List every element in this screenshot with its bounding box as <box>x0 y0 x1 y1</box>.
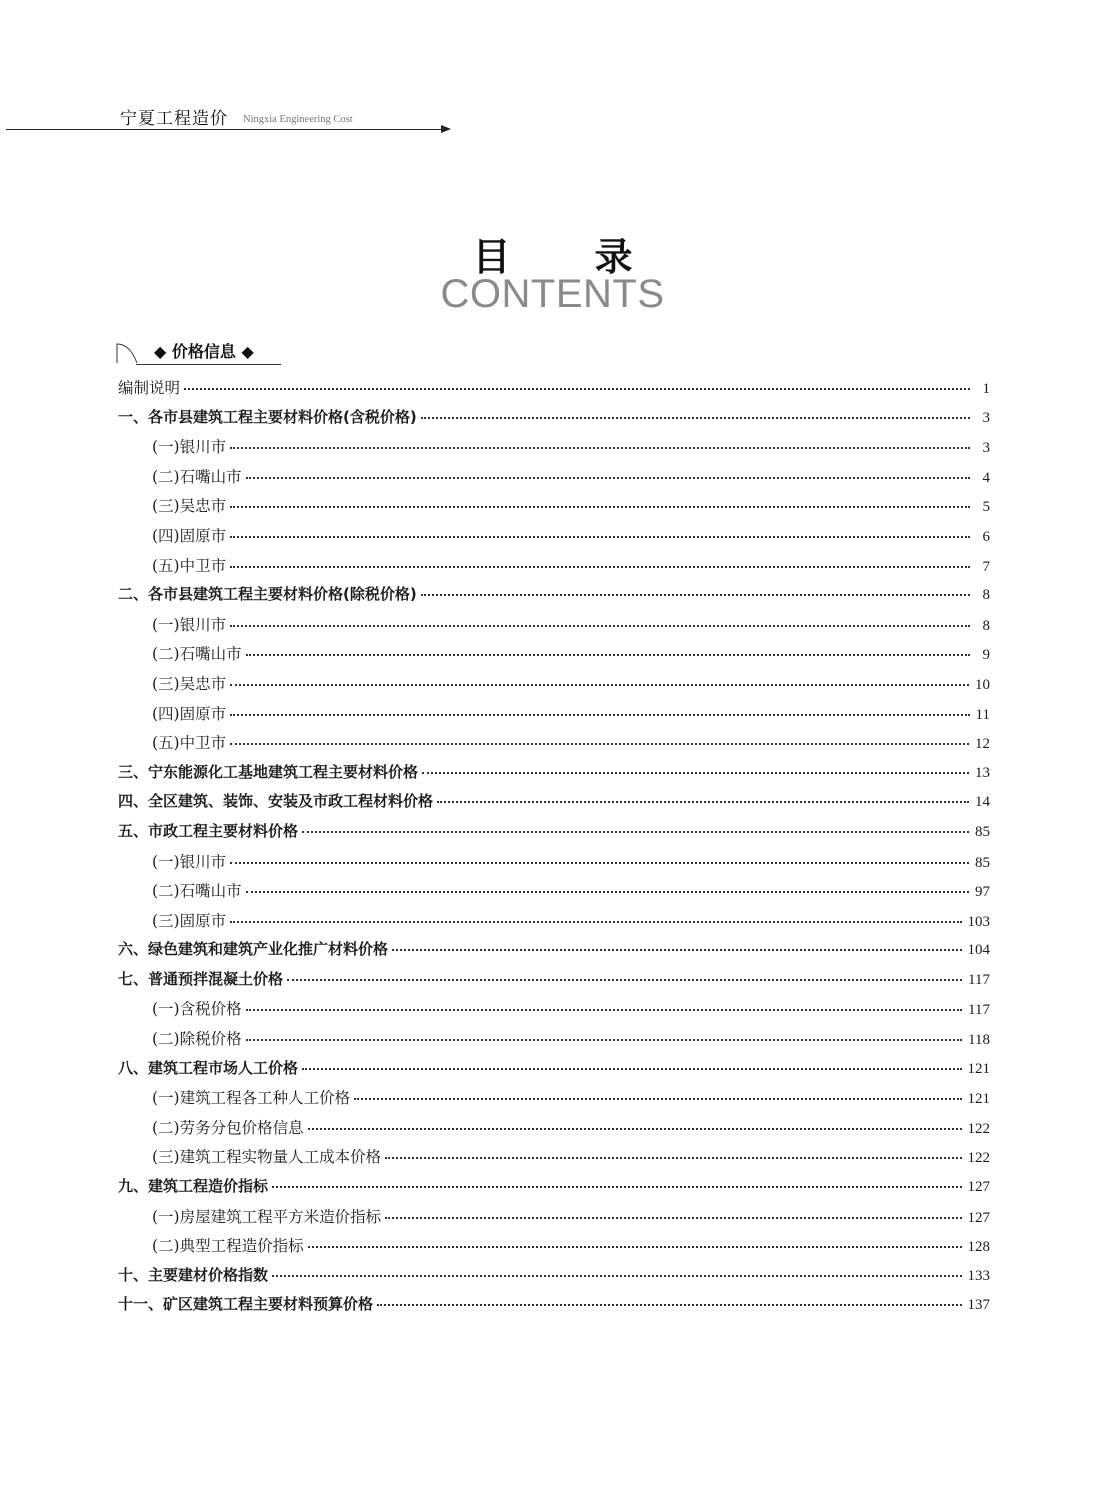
toc-leader-dots <box>422 771 969 774</box>
toc-entry-title: 八、建筑工程市场人工价格 <box>118 1058 299 1077</box>
toc-leader-dots <box>354 1097 961 1100</box>
toc-entry[interactable] <box>118 968 990 998</box>
toc-entry-title: (二)石嘴山市 <box>152 882 242 901</box>
journal-title-en: Ningxia Engineering Cost <box>243 114 353 125</box>
section-underline <box>136 364 281 365</box>
toc-entry[interactable] <box>118 406 990 436</box>
toc-entry-title: (三)建筑工程实物量人工成本价格 <box>152 1148 382 1167</box>
toc-entry-page: 127 <box>967 1209 990 1226</box>
toc-leader-dots <box>421 593 970 596</box>
toc-entry[interactable] <box>118 790 990 820</box>
toc-entry-page: 6 <box>982 528 990 545</box>
toc-leader-dots <box>437 800 969 803</box>
toc-leader-dots <box>272 1185 961 1188</box>
toc-entry-page: 14 <box>975 794 990 811</box>
toc-leader-dots <box>230 683 969 686</box>
section-label: ◆ 价格信息 ◆ <box>154 342 254 361</box>
toc-entry-title: 六、绿色建筑和建筑产业化推广材料价格 <box>118 940 389 959</box>
toc-entry-page: 121 <box>967 1091 990 1108</box>
toc-entry-page: 5 <box>982 499 990 516</box>
toc-entry-page: 11 <box>975 706 990 723</box>
toc-entry[interactable] <box>118 435 990 465</box>
toc-leader-dots <box>230 446 970 449</box>
toc-entry-page: 12 <box>975 736 990 753</box>
toc-leader-dots <box>246 476 970 479</box>
toc-entry[interactable] <box>118 1264 990 1294</box>
toc-entry[interactable] <box>118 938 990 968</box>
toc-leader-dots <box>230 920 961 923</box>
toc-entry-page: 117 <box>968 971 990 988</box>
toc-entry[interactable] <box>118 642 990 672</box>
toc-entry-title: 编制说明 <box>118 379 181 397</box>
toc-leader-dots <box>302 830 969 833</box>
toc-entry-page: 13 <box>975 764 990 781</box>
toc-entry-page: 104 <box>967 942 990 959</box>
toc-entry-title: 十一、矿区建筑工程主要材料预算价格 <box>118 1295 374 1314</box>
toc-entry-title: (一)银川市 <box>152 438 227 457</box>
toc-leader-dots <box>308 1245 962 1248</box>
toc-entry-page: 137 <box>967 1297 990 1314</box>
toc-leader-dots <box>287 978 962 981</box>
toc-leader-dots <box>246 1008 962 1011</box>
toc-entry-page: 8 <box>982 617 990 634</box>
toc-entry[interactable] <box>118 820 990 850</box>
toc-entry-title: (一)银川市 <box>152 615 227 634</box>
toc-entry-page: 3 <box>982 409 990 426</box>
header-rule <box>6 129 446 130</box>
toc-entry-page: 97 <box>975 884 990 901</box>
toc-entry-title: (二)劳务分包价格信息 <box>152 1118 304 1137</box>
toc-entry[interactable] <box>118 1027 990 1057</box>
toc-leader-dots <box>385 1216 961 1219</box>
toc-entry-title: (三)固原市 <box>152 911 227 930</box>
toc-entry-title: 七、普通预拌混凝土价格 <box>118 969 284 988</box>
toc-entry-page: 10 <box>975 676 990 693</box>
toc-leader-dots <box>230 713 969 716</box>
toc-entry[interactable] <box>118 1234 990 1264</box>
toc-entry-title: (五)中卫市 <box>152 556 227 575</box>
toc-entry[interactable] <box>118 909 990 939</box>
toc-entry-title: 一、各市县建筑工程主要材料价格(含税价格) <box>118 407 417 426</box>
toc-leader-dots <box>230 565 970 568</box>
toc-entry-page: 9 <box>982 647 990 664</box>
toc-entry-title: (一)建筑工程各工种人工价格 <box>152 1089 351 1108</box>
toc-leader-dots <box>246 890 969 893</box>
toc-leader-dots <box>246 1038 962 1041</box>
toc-leader-dots <box>230 624 970 627</box>
toc-leader-dots <box>272 1274 961 1277</box>
toc-entry-title: (四)固原市 <box>152 704 227 723</box>
toc-list <box>118 376 990 1323</box>
toc-entry[interactable] <box>118 997 990 1027</box>
toc-leader-dots <box>392 948 961 951</box>
toc-entry-page: 7 <box>982 558 990 575</box>
toc-entry[interactable] <box>118 1116 990 1146</box>
toc-entry-title: (二)石嘴山市 <box>152 467 242 486</box>
toc-leader-dots <box>230 861 969 864</box>
toc-leader-dots <box>308 1127 962 1130</box>
toc-leader-dots <box>377 1303 961 1306</box>
toc-entry-page: 3 <box>982 440 990 457</box>
title-char-left: 目 <box>472 235 511 279</box>
toc-entry-page: 85 <box>975 854 990 871</box>
toc-leader-dots <box>385 1156 961 1159</box>
toc-entry[interactable] <box>118 1145 990 1175</box>
toc-entry[interactable] <box>118 850 990 880</box>
toc-entry-title: (一)房屋建筑工程平方米造价指标 <box>152 1207 382 1226</box>
toc-leader-dots <box>302 1067 961 1070</box>
toc-entry-page: 121 <box>967 1060 990 1077</box>
corner-arc-icon <box>116 342 138 364</box>
toc-entry-page: 4 <box>982 469 990 486</box>
toc-entry[interactable] <box>118 465 990 495</box>
toc-entry-title: (五)中卫市 <box>152 734 227 753</box>
toc-entry-title: (一)含税价格 <box>152 1000 242 1019</box>
toc-entry-title: 十、主要建材价格指数 <box>118 1265 269 1284</box>
running-header <box>0 104 460 134</box>
toc-entry[interactable] <box>118 672 990 702</box>
toc-entry-page: 85 <box>975 823 990 840</box>
toc-entry-title: (三)吴忠市 <box>152 674 227 693</box>
toc-entry-title: 三、宁东能源化工基地建筑工程主要材料价格 <box>118 762 419 781</box>
toc-leader-dots <box>421 416 970 419</box>
toc-entry-title: 四、全区建筑、装饰、安装及市政工程材料价格 <box>118 792 434 811</box>
section-heading <box>116 338 286 366</box>
journal-title-cn: 宁夏工程造价 <box>120 109 228 129</box>
toc-entry[interactable] <box>118 613 990 643</box>
toc-leader-dots <box>246 653 970 656</box>
toc-leader-dots <box>230 742 969 745</box>
toc-entry-page: 133 <box>967 1267 990 1284</box>
toc-entry-page: 128 <box>967 1239 990 1256</box>
toc-entry[interactable] <box>118 1175 990 1205</box>
toc-entry-title: (二)除税价格 <box>152 1030 242 1049</box>
toc-entry-title: (四)固原市 <box>152 526 227 545</box>
toc-entry-page: 1 <box>982 381 990 397</box>
toc-entry-title: 五、市政工程主要材料价格 <box>118 821 299 840</box>
toc-entry-title: (二)石嘴山市 <box>152 645 242 664</box>
toc-entry-page: 118 <box>968 1032 990 1049</box>
toc-entry[interactable] <box>118 702 990 732</box>
toc-entry[interactable] <box>118 1086 990 1116</box>
toc-entry-page: 127 <box>967 1179 990 1196</box>
toc-entry[interactable] <box>118 879 990 909</box>
toc-entry[interactable] <box>118 376 990 406</box>
toc-entry[interactable] <box>118 761 990 791</box>
toc-entry-title: (三)吴忠市 <box>152 497 227 516</box>
toc-entry[interactable] <box>118 1205 990 1235</box>
toc-entry[interactable] <box>118 1293 990 1323</box>
toc-entry-page: 122 <box>967 1150 990 1167</box>
toc-leader-dots <box>230 535 970 538</box>
toc-leader-dots <box>230 505 970 508</box>
toc-entry[interactable] <box>118 494 990 524</box>
page-title-en: CONTENTS <box>440 272 665 316</box>
toc-entry[interactable] <box>118 1057 990 1087</box>
toc-entry[interactable] <box>118 524 990 554</box>
toc-entry-title: (二)典型工程造价指标 <box>152 1237 304 1256</box>
toc-entry[interactable] <box>118 583 990 613</box>
arrow-right-icon <box>441 125 451 133</box>
toc-entry-page: 103 <box>967 913 990 930</box>
toc-entry-title: (一)银川市 <box>152 852 227 871</box>
toc-entry-title: 九、建筑工程造价指标 <box>118 1177 269 1196</box>
toc-entry-page: 8 <box>982 587 990 604</box>
toc-entry-page: 117 <box>968 1002 990 1019</box>
toc-entry-title: 二、各市县建筑工程主要材料价格(除税价格) <box>118 585 417 604</box>
toc-entry[interactable] <box>118 554 990 584</box>
toc-leader-dots <box>184 387 970 390</box>
toc-entry[interactable] <box>118 731 990 761</box>
toc-entry-page: 122 <box>967 1120 990 1137</box>
title-char-right: 录 <box>594 235 633 279</box>
